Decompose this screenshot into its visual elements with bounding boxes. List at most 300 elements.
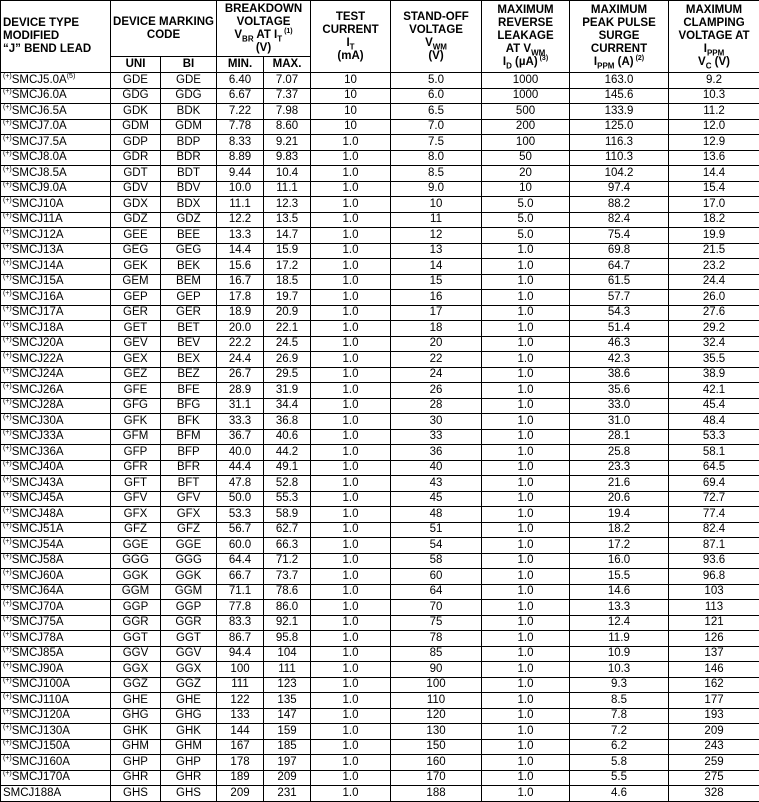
device-type-cell [1, 429, 111, 445]
cell-it: 1.0 [311, 522, 391, 538]
cell-ippm: 4.6 [570, 786, 669, 802]
device-type-label: SMCJ12A [12, 229, 64, 241]
cell-id: 1.0 [482, 739, 570, 755]
cell-ippm: 46.3 [570, 336, 669, 352]
cell-id: 1.0 [482, 336, 570, 352]
cell-min: 11.1 [217, 197, 264, 213]
table-row [1, 460, 759, 476]
cell-it: 1.0 [311, 445, 391, 461]
table-row [1, 104, 759, 120]
header-reverse-leakage: MAXIMUM REVERSE LEAKAGE AT $V_{WM}$ $I_D$ (µA) $^{(3)}$ [482, 1, 570, 73]
cell-it: 1.0 [311, 383, 391, 399]
table-row [1, 677, 759, 693]
cell-bi: BFG [161, 398, 217, 414]
cell-max: 58.9 [264, 507, 311, 523]
cell-it: 1.0 [311, 321, 391, 337]
header-test-current: TEST CURRENT $I_T$ (mA) [311, 1, 391, 73]
device-type-label: SMCJ6.5A [12, 105, 67, 117]
cell-vwm: 13 [391, 243, 482, 259]
cell-uni: GFZ [111, 522, 161, 538]
cell-uni: GFR [111, 460, 161, 476]
cell-ippm: 18.2 [570, 522, 669, 538]
device-type-prefix: (+) [3, 367, 12, 374]
cell-min: 16.7 [217, 274, 264, 290]
device-type-label: SMCJ100A [12, 678, 70, 690]
table-row [1, 631, 759, 647]
cell-vc: 77.4 [669, 507, 759, 523]
cell-uni: GFX [111, 507, 161, 523]
cell-id: 50 [482, 150, 570, 166]
device-type-prefix: (+) [3, 600, 12, 607]
device-type-cell [1, 104, 111, 120]
cell-bi: BFR [161, 460, 217, 476]
cell-min: 33.3 [217, 414, 264, 430]
device-type-prefix: (+) [3, 476, 12, 483]
device-type-cell [1, 553, 111, 569]
device-type-label: SMCJ7.5A [12, 136, 67, 148]
table-row [1, 429, 759, 445]
cell-it: 1.0 [311, 305, 391, 321]
table-row [1, 786, 759, 802]
cell-max: 135 [264, 693, 311, 709]
cell-min: 13.3 [217, 228, 264, 244]
device-type-prefix: (+) [3, 119, 12, 126]
cell-uni: GFE [111, 383, 161, 399]
cell-max: 20.9 [264, 305, 311, 321]
cell-uni: GDX [111, 197, 161, 213]
cell-min: 189 [217, 770, 264, 786]
table-row [1, 88, 759, 104]
cell-min: 178 [217, 755, 264, 771]
cell-vwm: 160 [391, 755, 482, 771]
cell-bi: GER [161, 305, 217, 321]
cell-ippm: 35.6 [570, 383, 669, 399]
table-row [1, 73, 759, 89]
table-row [1, 336, 759, 352]
device-type-label: SMCJ26A [12, 384, 64, 396]
cell-vwm: 36 [391, 445, 482, 461]
cell-min: 36.7 [217, 429, 264, 445]
cell-ippm: 28.1 [570, 429, 669, 445]
device-type-prefix: (+) [3, 755, 12, 762]
cell-id: 1.0 [482, 615, 570, 631]
cell-vwm: 16 [391, 290, 482, 306]
cell-vc: 9.2 [669, 73, 759, 89]
table-row [1, 538, 759, 554]
cell-uni: GHM [111, 739, 161, 755]
table-row [1, 321, 759, 337]
device-type-prefix: (+) [3, 197, 12, 204]
cell-vc: 93.6 [669, 553, 759, 569]
cell-max: 22.1 [264, 321, 311, 337]
cell-uni: GGT [111, 631, 161, 647]
cell-uni: GDK [111, 104, 161, 120]
cell-bi: BET [161, 321, 217, 337]
cell-min: 18.9 [217, 305, 264, 321]
cell-id: 1.0 [482, 321, 570, 337]
device-type-cell [1, 150, 111, 166]
cell-bi: BDX [161, 197, 217, 213]
cell-vwm: 100 [391, 677, 482, 693]
cell-vwm: 17 [391, 305, 482, 321]
cell-vc: 82.4 [669, 522, 759, 538]
cell-vwm: 10 [391, 197, 482, 213]
cell-ippm: 17.2 [570, 538, 669, 554]
cell-vc: 146 [669, 662, 759, 678]
device-type-label: SMCJ18A [12, 322, 64, 334]
device-type-label: SMCJ28A [12, 399, 64, 411]
cell-ippm: 82.4 [570, 212, 669, 228]
cell-id: 1.0 [482, 476, 570, 492]
cell-it: 1.0 [311, 243, 391, 259]
device-type-cell [1, 383, 111, 399]
cell-uni: GGV [111, 646, 161, 662]
cell-bi: GGE [161, 538, 217, 554]
cell-bi: GHE [161, 693, 217, 709]
cell-bi: BDP [161, 135, 217, 151]
device-type-prefix: (+) [3, 104, 12, 111]
cell-ippm: 31.0 [570, 414, 669, 430]
device-type-prefix: (+) [3, 507, 12, 514]
cell-min: 12.2 [217, 212, 264, 228]
cell-it: 1.0 [311, 553, 391, 569]
device-type-label: SMCJ15A [12, 275, 64, 287]
device-type-prefix: (+) [3, 212, 12, 219]
cell-max: 14.7 [264, 228, 311, 244]
device-type-prefix: (+) [3, 274, 12, 281]
device-type-label: SMCJ17A [12, 306, 64, 318]
table-header [1, 1, 759, 73]
device-type-cell [1, 274, 111, 290]
device-type-prefix: (+) [3, 522, 12, 529]
cell-it: 1.0 [311, 739, 391, 755]
device-type-prefix: (+) [3, 414, 12, 421]
device-type-prefix: (+) [3, 336, 12, 343]
cell-ippm: 13.3 [570, 600, 669, 616]
device-type-prefix: (+) [3, 383, 12, 390]
cell-vwm: 5.0 [391, 73, 482, 89]
cell-bi: GDM [161, 119, 217, 135]
device-type-cell [1, 135, 111, 151]
device-type-prefix: (+) [3, 662, 12, 669]
cell-it: 1.0 [311, 228, 391, 244]
device-type-note: (5) [67, 73, 76, 80]
cell-max: 40.6 [264, 429, 311, 445]
device-type-prefix: (+) [3, 305, 12, 312]
cell-bi: GEG [161, 243, 217, 259]
cell-vc: 328 [669, 786, 759, 802]
cell-vc: 193 [669, 708, 759, 724]
cell-min: 7.78 [217, 119, 264, 135]
table-row [1, 135, 759, 151]
cell-bi: GGV [161, 646, 217, 662]
device-type-cell [1, 290, 111, 306]
cell-vwm: 8.5 [391, 166, 482, 182]
cell-bi: GGX [161, 662, 217, 678]
cell-uni: GGG [111, 553, 161, 569]
cell-vc: 243 [669, 739, 759, 755]
cell-uni: GDR [111, 150, 161, 166]
cell-vwm: 64 [391, 584, 482, 600]
cell-id: 1.0 [482, 538, 570, 554]
device-type-prefix: (+) [3, 460, 12, 467]
header-standoff-voltage: STAND-OFF VOLTAGE $V_{WM}$ (V) [391, 1, 482, 73]
device-type-cell [1, 770, 111, 786]
cell-uni: GET [111, 321, 161, 337]
cell-vc: 26.0 [669, 290, 759, 306]
cell-min: 60.0 [217, 538, 264, 554]
table-row [1, 584, 759, 600]
header-device-marking: DEVICE MARKING CODE [111, 1, 217, 57]
cell-id: 1.0 [482, 693, 570, 709]
cell-ippm: 88.2 [570, 197, 669, 213]
cell-vc: 13.6 [669, 150, 759, 166]
cell-uni: GEE [111, 228, 161, 244]
device-type-label: SMCJ24A [12, 368, 64, 380]
cell-vwm: 85 [391, 646, 482, 662]
cell-bi: BDT [161, 166, 217, 182]
device-type-label: SMCJ60A [12, 570, 64, 582]
cell-it: 1.0 [311, 212, 391, 228]
cell-bi: GGZ [161, 677, 217, 693]
table-row [1, 724, 759, 740]
cell-max: 7.07 [264, 73, 311, 89]
cell-uni: GFV [111, 491, 161, 507]
cell-id: 1.0 [482, 414, 570, 430]
cell-max: 7.98 [264, 104, 311, 120]
cell-id: 1000 [482, 88, 570, 104]
device-type-label: SMCJ75A [12, 616, 64, 628]
cell-bi: BFT [161, 476, 217, 492]
cell-it: 1.0 [311, 708, 391, 724]
device-type-cell [1, 181, 111, 197]
cell-vwm: 54 [391, 538, 482, 554]
cell-ippm: 61.5 [570, 274, 669, 290]
cell-id: 1.0 [482, 600, 570, 616]
device-type-prefix: (+) [3, 615, 12, 622]
cell-min: 167 [217, 739, 264, 755]
cell-vc: 53.3 [669, 429, 759, 445]
cell-max: 17.2 [264, 259, 311, 275]
cell-bi: GEP [161, 290, 217, 306]
cell-ippm: 8.5 [570, 693, 669, 709]
cell-bi: BDK [161, 104, 217, 120]
cell-vc: 121 [669, 615, 759, 631]
table-row [1, 367, 759, 383]
cell-vwm: 26 [391, 383, 482, 399]
cell-max: 111 [264, 662, 311, 678]
cell-vwm: 20 [391, 336, 482, 352]
cell-vc: 259 [669, 755, 759, 771]
cell-bi: BFK [161, 414, 217, 430]
cell-uni: GDZ [111, 212, 161, 228]
cell-vwm: 12 [391, 228, 482, 244]
cell-vc: 69.4 [669, 476, 759, 492]
device-type-cell [1, 584, 111, 600]
device-type-label: SMCJ90A [12, 663, 64, 675]
device-type-prefix: (+) [3, 631, 12, 638]
cell-it: 10 [311, 119, 391, 135]
device-type-label: SMCJ64A [12, 585, 64, 597]
cell-ippm: 116.3 [570, 135, 669, 151]
cell-it: 1.0 [311, 336, 391, 352]
cell-ippm: 110.3 [570, 150, 669, 166]
cell-it: 1.0 [311, 135, 391, 151]
device-type-prefix: (+) [3, 73, 12, 80]
header-marking-bi: BI [161, 57, 217, 73]
device-type-prefix: (+) [3, 135, 12, 142]
device-type-prefix: (+) [3, 739, 12, 746]
table-row [1, 755, 759, 771]
cell-it: 1.0 [311, 460, 391, 476]
cell-ippm: 12.4 [570, 615, 669, 631]
cell-ippm: 21.6 [570, 476, 669, 492]
cell-bi: GGT [161, 631, 217, 647]
cell-ippm: 5.8 [570, 755, 669, 771]
cell-vc: 15.4 [669, 181, 759, 197]
cell-vc: 12.0 [669, 119, 759, 135]
cell-it: 1.0 [311, 786, 391, 802]
cell-max: 18.5 [264, 274, 311, 290]
cell-min: 66.7 [217, 569, 264, 585]
cell-max: 73.7 [264, 569, 311, 585]
table-row [1, 662, 759, 678]
table-body [1, 73, 759, 802]
cell-vwm: 18 [391, 321, 482, 337]
cell-vwm: 6.0 [391, 88, 482, 104]
table-row [1, 646, 759, 662]
cell-min: 71.1 [217, 584, 264, 600]
device-type-cell [1, 724, 111, 740]
cell-min: 14.4 [217, 243, 264, 259]
header-breakdown-voltage: BREAKDOWN VOLTAGE $V_{BR}$ AT $I_T$ $^{(1)}$ (V) [217, 1, 311, 57]
device-type-cell [1, 445, 111, 461]
device-type-cell [1, 693, 111, 709]
cell-bi: BFM [161, 429, 217, 445]
cell-max: 159 [264, 724, 311, 740]
cell-max: 197 [264, 755, 311, 771]
device-type-label: SMCJ48A [12, 508, 64, 520]
cell-vwm: 90 [391, 662, 482, 678]
device-type-label: SMCJ36A [12, 446, 64, 458]
cell-ippm: 57.7 [570, 290, 669, 306]
device-type-label: SMCJ110A [12, 694, 69, 706]
cell-id: 1.0 [482, 569, 570, 585]
cell-max: 15.9 [264, 243, 311, 259]
cell-bi: BEM [161, 274, 217, 290]
cell-max: 95.8 [264, 631, 311, 647]
cell-it: 1.0 [311, 259, 391, 275]
cell-bi: BEZ [161, 367, 217, 383]
cell-vwm: 11 [391, 212, 482, 228]
device-type-label: SMCJ16A [12, 291, 64, 303]
cell-id: 1.0 [482, 243, 570, 259]
device-type-label: SMCJ45A [12, 492, 64, 504]
cell-uni: GHK [111, 724, 161, 740]
cell-ippm: 51.4 [570, 321, 669, 337]
header-breakdown-min: MIN. [217, 57, 264, 73]
device-type-label: SMCJ8.0A [12, 151, 67, 163]
cell-ippm: 38.6 [570, 367, 669, 383]
cell-bi: GGP [161, 600, 217, 616]
device-type-label: SMCJ9.0A [12, 182, 67, 194]
device-type-cell [1, 646, 111, 662]
device-type-label: SMCJ30A [12, 415, 64, 427]
cell-vc: 24.4 [669, 274, 759, 290]
cell-min: 144 [217, 724, 264, 740]
cell-max: 209 [264, 770, 311, 786]
cell-uni: GGK [111, 569, 161, 585]
cell-uni: GFM [111, 429, 161, 445]
cell-vwm: 6.5 [391, 104, 482, 120]
cell-vc: 103 [669, 584, 759, 600]
table-row [1, 243, 759, 259]
cell-id: 200 [482, 119, 570, 135]
cell-id: 1.0 [482, 398, 570, 414]
device-type-cell [1, 119, 111, 135]
cell-it: 1.0 [311, 429, 391, 445]
cell-vc: 209 [669, 724, 759, 740]
device-type-prefix: (+) [3, 166, 12, 173]
cell-max: 44.2 [264, 445, 311, 461]
cell-uni: GDG [111, 88, 161, 104]
device-type-cell [1, 662, 111, 678]
cell-vwm: 22 [391, 352, 482, 368]
cell-id: 5.0 [482, 212, 570, 228]
device-type-prefix: (+) [3, 150, 12, 157]
cell-vwm: 48 [391, 507, 482, 523]
device-type-cell [1, 677, 111, 693]
cell-vc: 64.5 [669, 460, 759, 476]
cell-it: 1.0 [311, 569, 391, 585]
cell-min: 47.8 [217, 476, 264, 492]
cell-min: 22.2 [217, 336, 264, 352]
cell-ippm: 10.3 [570, 662, 669, 678]
cell-vc: 58.1 [669, 445, 759, 461]
device-type-prefix: (+) [3, 88, 12, 95]
cell-vc: 12.9 [669, 135, 759, 151]
table-row [1, 166, 759, 182]
cell-vwm: 150 [391, 739, 482, 755]
cell-vc: 96.8 [669, 569, 759, 585]
table-row [1, 150, 759, 166]
cell-max: 29.5 [264, 367, 311, 383]
table-row [1, 181, 759, 197]
device-type-prefix: (+) [3, 646, 12, 653]
device-type-label: SMCJ130A [12, 725, 70, 737]
device-type-cell [1, 398, 111, 414]
cell-it: 1.0 [311, 491, 391, 507]
cell-vwm: 40 [391, 460, 482, 476]
cell-vc: 35.5 [669, 352, 759, 368]
device-type-cell [1, 352, 111, 368]
cell-id: 1.0 [482, 305, 570, 321]
table-row [1, 708, 759, 724]
device-type-cell [1, 755, 111, 771]
device-type-prefix: (+) [3, 677, 12, 684]
device-type-label: SMCJ43A [12, 477, 64, 489]
cell-uni: GHE [111, 693, 161, 709]
cell-min: 44.4 [217, 460, 264, 476]
device-type-label: SMCJ5.0A [12, 74, 67, 86]
cell-it: 1.0 [311, 646, 391, 662]
device-type-label: SMCJ20A [12, 337, 64, 349]
cell-bi: BDV [161, 181, 217, 197]
device-type-cell [1, 491, 111, 507]
cell-ippm: 163.0 [570, 73, 669, 89]
cell-ippm: 14.6 [570, 584, 669, 600]
device-type-label: SMCJ51A [12, 523, 64, 535]
